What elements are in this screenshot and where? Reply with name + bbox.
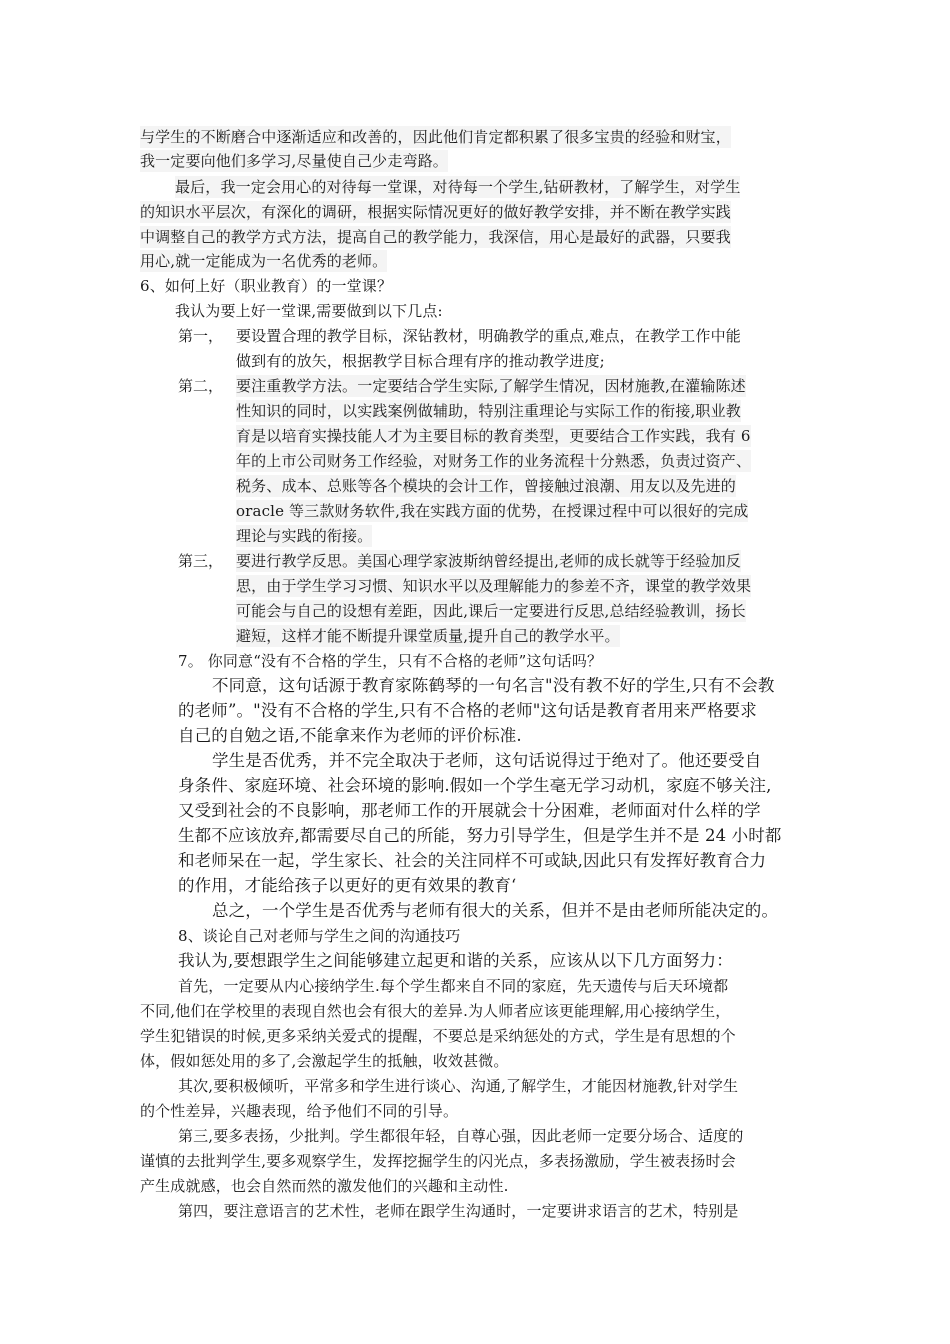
section-heading: 8、谈论自己对老师与学生之间的沟通技巧	[178, 927, 461, 945]
text-line: 谨慎的去批判学生,要多观察学生，发挥挖掘学生的闪光点，多表扬激励，学生被表扬时会	[140, 1152, 736, 1170]
text-line: 的老师”。"没有不合格的学生,只有不合格的老师"这句话是教育者用来严格要求	[178, 701, 757, 720]
text-line: 年的上市公司财务工作经验，对财务工作的业务流程十分熟悉，负责过资产、	[236, 452, 752, 470]
text-line: 不同,他们在学校里的表现自然也会有很大的差异.为人师者应该更能理解,用心接纳学生，	[140, 1002, 731, 1020]
text-line: 的作用，才能给孩子以更好的更有效果的教育‘	[178, 876, 517, 895]
text-line: 我认为,要想跟学生之间能够建立起更和谐的关系，应该从以下几方面努力：	[178, 951, 733, 970]
text-line: 要进行教学反思。美国心理学家波斯纳曾经提出,老师的成长就等于经验加反	[236, 552, 741, 570]
list-label-first: 第一，	[178, 327, 224, 345]
text-line: 育是以培育实操技能人才为主要目标的教育类型，更要结合工作实践，我有 6	[236, 427, 751, 445]
text-line: 又受到社会的不良影响，那老师工作的开展就会十分困难，老师面对什么样的学	[178, 801, 761, 820]
text-line: 第三,要多表扬，少批判。学生都很年轻，自尊心强，因此老师一定要分场合、适度的	[178, 1127, 744, 1145]
text-line: 的个性差异，兴趣表现，给予他们不同的引导。	[140, 1102, 459, 1120]
text-line: 学生犯错误的时候,更多采纳关爱式的提醒，不要总是采纳惩处的方式，学生是有思想的个	[140, 1027, 736, 1045]
text-line: 总之，一个学生是否优秀与老师有很大的关系，但并不是由老师所能决定的。	[212, 901, 779, 920]
list-label-third: 第三，	[178, 552, 224, 570]
text-line: 避短，这样才能不断提升课堂质量,提升自己的教学水平。	[236, 627, 620, 645]
text-line: 性知识的同时，以实践案例做辅助，特别注重理论与实际工作的衔接,职业教	[236, 402, 741, 420]
text-line: 思，由于学生学习习惯、知识水平以及理解能力的参差不齐，课堂的教学效果	[236, 577, 752, 595]
text-line: 生都不应该放弃,都需要尽自己的所能，努力引导学生，但是学生并不是 24 小时都	[178, 826, 782, 845]
section-heading: 6、如何上好（职业教育）的一堂课？	[140, 277, 393, 295]
text-line: 可能会与自己的设想有差距，因此,课后一定要进行反思,总结经验教训，扬长	[236, 602, 746, 620]
text-line: 我认为要上好一堂课,需要做到以下几点:	[175, 302, 443, 320]
text-line: 身条件、家庭环境、社会环境的影响.假如一个学生毫无学习动机，家庭不够关注,	[178, 776, 772, 795]
text-line: 首先，一定要从内心接纳学生.每个学生都来自不同的家庭，先天遗传与后天环境都	[178, 977, 729, 995]
text-line: 做到有的放矢，根据教学目标合理有序的推动教学进度;	[236, 352, 605, 370]
text-line: 其次,要积极倾听，平常多和学生进行谈心、沟通,了解学生，才能因材施教,针对学生	[178, 1077, 739, 1095]
text-line: 的知识水平层次，有深化的调研，根据实际情况更好的做好教学安排，并不断在教学实践	[140, 203, 731, 221]
text-line: 要设置合理的教学目标，深钻教材，明确教学的重点,难点，在教学工作中能	[236, 327, 741, 345]
text-line: 中调整自己的教学方式方法，提高自己的教学能力，我深信，用心是最好的武器，只要我	[140, 228, 731, 246]
text-line: 与学生的不断磨合中逐渐适应和改善的，因此他们肯定都积累了很多宝贵的经验和财宝，	[140, 128, 731, 146]
list-label-second: 第二，	[178, 377, 224, 395]
text-line: 要注重教学方法。一定要结合学生实际,了解学生情况，因材施教,在灌输陈述	[236, 377, 746, 395]
text-line: oracle 等三款财务软件,我在实践方面的优势，在授课过程中可以很好的完成	[236, 502, 749, 520]
text-line: 理论与实践的衔接。	[236, 527, 373, 545]
text-line: 用心,就一定能成为一名优秀的老师。	[140, 252, 388, 270]
text-line: 和老师呆在一起，学生家长、社会的关注同样不可或缺,因此只有发挥好教育合力	[178, 851, 767, 870]
text-line: 税务、成本、总账等各个模块的会计工作，曾接触过浪潮、用友以及先进的	[236, 477, 736, 495]
section-heading: 7。 你同意“没有不合格的学生，只有不合格的老师”这句话吗？	[178, 652, 603, 670]
text-line: 不同意，这句话源于教育家陈鹤琴的一句名言"没有教不好的学生,只有不会教	[212, 676, 775, 695]
text-line: 学生是否优秀，并不完全取决于老师，这句话说得过于绝对了。他还要受自	[212, 751, 762, 770]
text-line: 自己的自勉之语,不能拿来作为老师的评价标准.	[178, 726, 522, 745]
text-line: 我一定要向他们多学习,尽量使自己少走弯路。	[140, 152, 448, 170]
text-line: 最后，我一定会用心的对待每一堂课，对待每一个学生,钻研教材，了解学生，对学生	[175, 178, 741, 196]
text-line: 产生成就感，也会自然而然的激发他们的兴趣和主动性.	[140, 1177, 509, 1195]
text-line: 体，假如惩处用的多了,会激起学生的抵触，收效甚微。	[140, 1052, 509, 1070]
text-line: 第四，要注意语言的艺术性，老师在跟学生沟通时，一定要讲求语言的艺术，特别是	[178, 1202, 739, 1220]
